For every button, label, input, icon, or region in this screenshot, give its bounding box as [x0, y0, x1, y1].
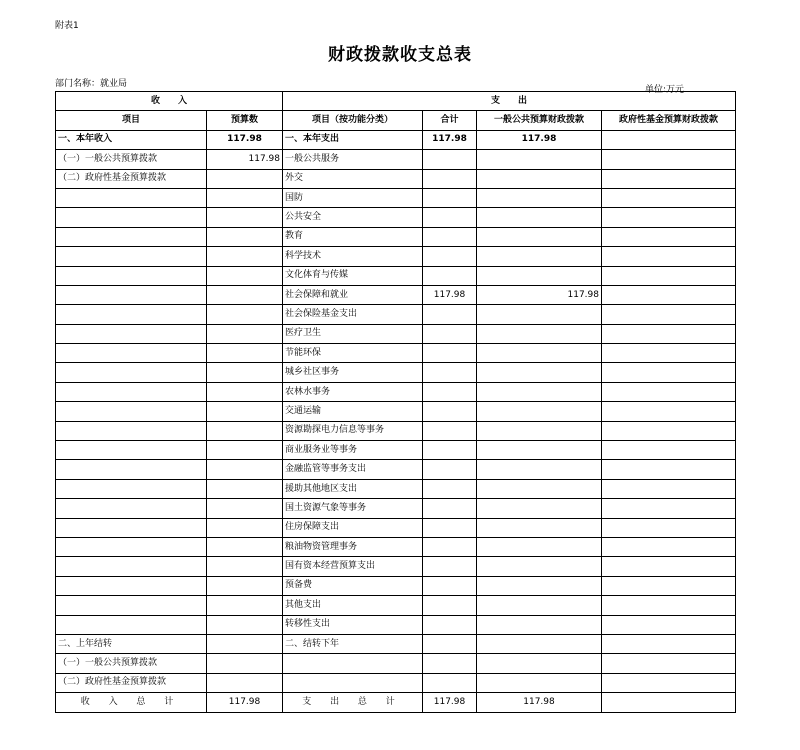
fund-budget-cell: [602, 518, 736, 537]
table-row: [56, 615, 736, 634]
expense-item-cell: 支 出 总 计: [283, 693, 423, 712]
income-item-cell: [56, 188, 207, 207]
income-item-cell: [56, 441, 207, 460]
fund-budget-cell: [602, 654, 736, 673]
expense-group-header: 支 出: [283, 92, 736, 111]
group-header-row: [56, 92, 736, 111]
table-row: [56, 344, 736, 363]
income-item-cell: [56, 499, 207, 518]
fund-budget-cell: [602, 479, 736, 498]
budget-amount-cell: [207, 673, 283, 692]
table-row: [56, 305, 736, 324]
budget-amount-cell: [207, 324, 283, 343]
budget-amount-cell: [207, 247, 283, 266]
fund-budget-cell: [602, 266, 736, 285]
total-cell: [423, 150, 477, 169]
fund-budget-cell: [602, 382, 736, 401]
total-cell: [423, 518, 477, 537]
table-row: [56, 150, 736, 169]
table-row: [56, 460, 736, 479]
budget-amount-cell: [207, 344, 283, 363]
table-row: [56, 169, 736, 188]
expense-item-cell: 医疗卫生: [283, 324, 423, 343]
fund-budget-cell: [602, 421, 736, 440]
income-item-cell: 一、本年收入: [56, 130, 207, 149]
budget-amount-cell: [207, 479, 283, 498]
total-cell: [423, 673, 477, 692]
total-cell: [423, 441, 477, 460]
income-item-cell: [56, 479, 207, 498]
table-row: [56, 266, 736, 285]
general-budget-cell: 117.98: [477, 130, 602, 149]
total-cell: [423, 537, 477, 556]
total-cell: [423, 634, 477, 653]
fund-budget-cell: [602, 576, 736, 595]
table-row: [56, 421, 736, 440]
income-item-cell: 二、上年结转: [56, 634, 207, 653]
general-budget-cell: [477, 344, 602, 363]
expense-item-cell: 预备费: [283, 576, 423, 595]
total-cell: [423, 247, 477, 266]
income-item-cell: [56, 382, 207, 401]
budget-summary-table: [55, 91, 736, 713]
fund-budget-cell: [602, 557, 736, 576]
fund-budget-cell: [602, 441, 736, 460]
general-budget-cell: [477, 363, 602, 382]
fund-budget-cell: [602, 344, 736, 363]
budget-amount-cell: [207, 227, 283, 246]
col-header-general-budget: 一般公共预算财政拨款: [477, 111, 602, 130]
total-cell: [423, 615, 477, 634]
total-cell: 117.98: [423, 130, 477, 149]
general-budget-cell: [477, 499, 602, 518]
total-cell: [423, 460, 477, 479]
fund-budget-cell: [602, 596, 736, 615]
budget-amount-cell: [207, 537, 283, 556]
general-budget-cell: [477, 382, 602, 401]
income-item-cell: （一）一般公共预算拨款: [56, 150, 207, 169]
total-cell: [423, 188, 477, 207]
table-row: [56, 557, 736, 576]
expense-item-cell: 国有资本经营预算支出: [283, 557, 423, 576]
expense-item-cell: 国防: [283, 188, 423, 207]
budget-amount-cell: [207, 615, 283, 634]
budget-amount-cell: [207, 634, 283, 653]
budget-amount-cell: [207, 596, 283, 615]
income-item-cell: 收 入 总 计: [56, 693, 207, 712]
income-item-cell: [56, 208, 207, 227]
budget-amount-cell: [207, 266, 283, 285]
total-cell: [423, 344, 477, 363]
budget-amount-cell: [207, 363, 283, 382]
expense-item-cell: 住房保障支出: [283, 518, 423, 537]
budget-amount-cell: [207, 499, 283, 518]
budget-amount-cell: 117.98: [207, 693, 283, 712]
table-row: [56, 596, 736, 615]
income-item-cell: [56, 557, 207, 576]
total-cell: [423, 499, 477, 518]
general-budget-cell: [477, 634, 602, 653]
general-budget-cell: [477, 266, 602, 285]
table-row: [56, 402, 736, 421]
col-header-budget: 预算数: [207, 111, 283, 130]
col-header-total: 合计: [423, 111, 477, 130]
general-budget-cell: [477, 518, 602, 537]
total-cell: [423, 557, 477, 576]
general-budget-cell: [477, 654, 602, 673]
expense-item-cell: 公共安全: [283, 208, 423, 227]
income-item-cell: （二）政府性基金预算拨款: [56, 673, 207, 692]
general-budget-cell: [477, 441, 602, 460]
expense-item-cell: 其他支出: [283, 596, 423, 615]
income-item-cell: [56, 363, 207, 382]
table-row: [56, 537, 736, 556]
general-budget-cell: [477, 169, 602, 188]
table-row: [56, 441, 736, 460]
table-row: [56, 654, 736, 673]
total-cell: [423, 421, 477, 440]
income-item-cell: [56, 305, 207, 324]
table-row: [56, 479, 736, 498]
expense-item-cell: 科学技术: [283, 247, 423, 266]
total-cell: [423, 305, 477, 324]
income-group-header: 收 入: [56, 92, 283, 111]
fund-budget-cell: [602, 227, 736, 246]
table-row: [56, 285, 736, 304]
income-item-cell: [56, 421, 207, 440]
expense-item-cell: 社会保障和就业: [283, 285, 423, 304]
general-budget-cell: [477, 421, 602, 440]
income-item-cell: [56, 576, 207, 595]
table-row: [56, 518, 736, 537]
col-header-expense-item: 项目（按功能分类）: [283, 111, 423, 130]
budget-amount-cell: [207, 576, 283, 595]
general-budget-cell: 117.98: [477, 693, 602, 712]
general-budget-cell: [477, 673, 602, 692]
page-title: 财政拨款收支总表: [328, 45, 472, 65]
expense-item-cell: 资源勘探电力信息等事务: [283, 421, 423, 440]
column-header-row: [56, 111, 736, 130]
income-item-cell: [56, 266, 207, 285]
budget-amount-cell: 117.98: [207, 130, 283, 149]
budget-amount-cell: [207, 441, 283, 460]
fund-budget-cell: [602, 208, 736, 227]
total-cell: 117.98: [423, 693, 477, 712]
fund-budget-cell: [602, 537, 736, 556]
fund-budget-cell: [602, 615, 736, 634]
expense-item-cell: 节能环保: [283, 344, 423, 363]
total-cell: [423, 382, 477, 401]
fund-budget-cell: [602, 402, 736, 421]
fund-budget-cell: [602, 188, 736, 207]
table-row: [56, 324, 736, 343]
total-cell: [423, 576, 477, 595]
expense-item-cell: 转移性支出: [283, 615, 423, 634]
general-budget-cell: [477, 188, 602, 207]
expense-item-cell: 一般公共服务: [283, 150, 423, 169]
general-budget-cell: [477, 460, 602, 479]
budget-amount-cell: 117.98: [207, 150, 283, 169]
expense-item-cell: 城乡社区事务: [283, 363, 423, 382]
col-header-income-item: 项目: [56, 111, 207, 130]
general-budget-cell: [477, 615, 602, 634]
general-budget-cell: [477, 305, 602, 324]
table-row: [56, 634, 736, 653]
income-item-cell: [56, 615, 207, 634]
general-budget-cell: [477, 557, 602, 576]
table-row: [56, 188, 736, 207]
income-item-cell: [56, 227, 207, 246]
total-cell: [423, 479, 477, 498]
table-row: [56, 247, 736, 266]
income-item-cell: [56, 324, 207, 343]
general-budget-cell: [477, 150, 602, 169]
general-budget-cell: [477, 576, 602, 595]
table-row: [56, 576, 736, 595]
table-row: [56, 382, 736, 401]
fund-budget-cell: [602, 285, 736, 304]
expense-item-cell: 援助其他地区支出: [283, 479, 423, 498]
total-cell: [423, 208, 477, 227]
general-budget-cell: [477, 402, 602, 421]
table-row: [56, 673, 736, 692]
total-cell: [423, 227, 477, 246]
budget-amount-cell: [207, 518, 283, 537]
expense-item-cell: 文化体育与传媒: [283, 266, 423, 285]
fund-budget-cell: [602, 247, 736, 266]
table-row: [56, 227, 736, 246]
table-row: [56, 130, 736, 149]
budget-amount-cell: [207, 169, 283, 188]
total-cell: [423, 266, 477, 285]
total-cell: [423, 363, 477, 382]
total-cell: [423, 596, 477, 615]
income-item-cell: （一）一般公共预算拨款: [56, 654, 207, 673]
general-budget-cell: [477, 479, 602, 498]
table-row: [56, 208, 736, 227]
budget-amount-cell: [207, 188, 283, 207]
expense-item-cell: 教育: [283, 227, 423, 246]
table-row: [56, 363, 736, 382]
income-item-cell: [56, 285, 207, 304]
budget-amount-cell: [207, 285, 283, 304]
income-item-cell: （二）政府性基金预算拨款: [56, 169, 207, 188]
expense-item-cell: 商业服务业等事务: [283, 441, 423, 460]
budget-amount-cell: [207, 382, 283, 401]
fund-budget-cell: [602, 634, 736, 653]
fund-budget-cell: [602, 499, 736, 518]
budget-amount-cell: [207, 557, 283, 576]
total-cell: [423, 402, 477, 421]
income-item-cell: [56, 518, 207, 537]
income-item-cell: [56, 460, 207, 479]
expense-item-cell: 社会保险基金支出: [283, 305, 423, 324]
income-item-cell: [56, 344, 207, 363]
expense-item-cell: 农林水事务: [283, 382, 423, 401]
income-item-cell: [56, 247, 207, 266]
general-budget-cell: [477, 537, 602, 556]
budget-amount-cell: [207, 460, 283, 479]
unit-label: 单位:万元: [645, 85, 685, 95]
income-item-cell: [56, 537, 207, 556]
expense-item-cell: 粮油物资管理事务: [283, 537, 423, 556]
expense-item-cell: 金融监管等事务支出: [283, 460, 423, 479]
total-cell: [423, 324, 477, 343]
income-item-cell: [56, 596, 207, 615]
income-item-cell: [56, 402, 207, 421]
general-budget-cell: [477, 247, 602, 266]
budget-amount-cell: [207, 305, 283, 324]
expense-item-cell: [283, 654, 423, 673]
fund-budget-cell: [602, 673, 736, 692]
total-cell: [423, 654, 477, 673]
expense-item-cell: 交通运输: [283, 402, 423, 421]
col-header-fund-budget: 政府性基金预算财政拨款: [602, 111, 736, 130]
fund-budget-cell: [602, 150, 736, 169]
total-cell: [423, 169, 477, 188]
fund-budget-cell: [602, 363, 736, 382]
fund-budget-cell: [602, 130, 736, 149]
table-row: [56, 499, 736, 518]
department-name: 部门名称：就业局: [55, 79, 128, 89]
budget-amount-cell: [207, 402, 283, 421]
general-budget-cell: [477, 208, 602, 227]
fund-budget-cell: [602, 305, 736, 324]
general-budget-cell: [477, 596, 602, 615]
budget-amount-cell: [207, 654, 283, 673]
total-cell: 117.98: [423, 285, 477, 304]
expense-item-cell: 外交: [283, 169, 423, 188]
budget-amount-cell: [207, 421, 283, 440]
attachment-label: 附表1: [55, 21, 79, 31]
expense-item-cell: 一、本年支出: [283, 130, 423, 149]
budget-amount-cell: [207, 208, 283, 227]
general-budget-cell: [477, 227, 602, 246]
grand-total-row: [56, 693, 736, 712]
general-budget-cell: [477, 324, 602, 343]
fund-budget-cell: [602, 324, 736, 343]
expense-item-cell: 国土资源气象等事务: [283, 499, 423, 518]
fund-budget-cell: [602, 693, 736, 712]
expense-item-cell: [283, 673, 423, 692]
expense-item-cell: 二、结转下年: [283, 634, 423, 653]
general-budget-cell: 117.98: [477, 285, 602, 304]
fund-budget-cell: [602, 460, 736, 479]
fund-budget-cell: [602, 169, 736, 188]
